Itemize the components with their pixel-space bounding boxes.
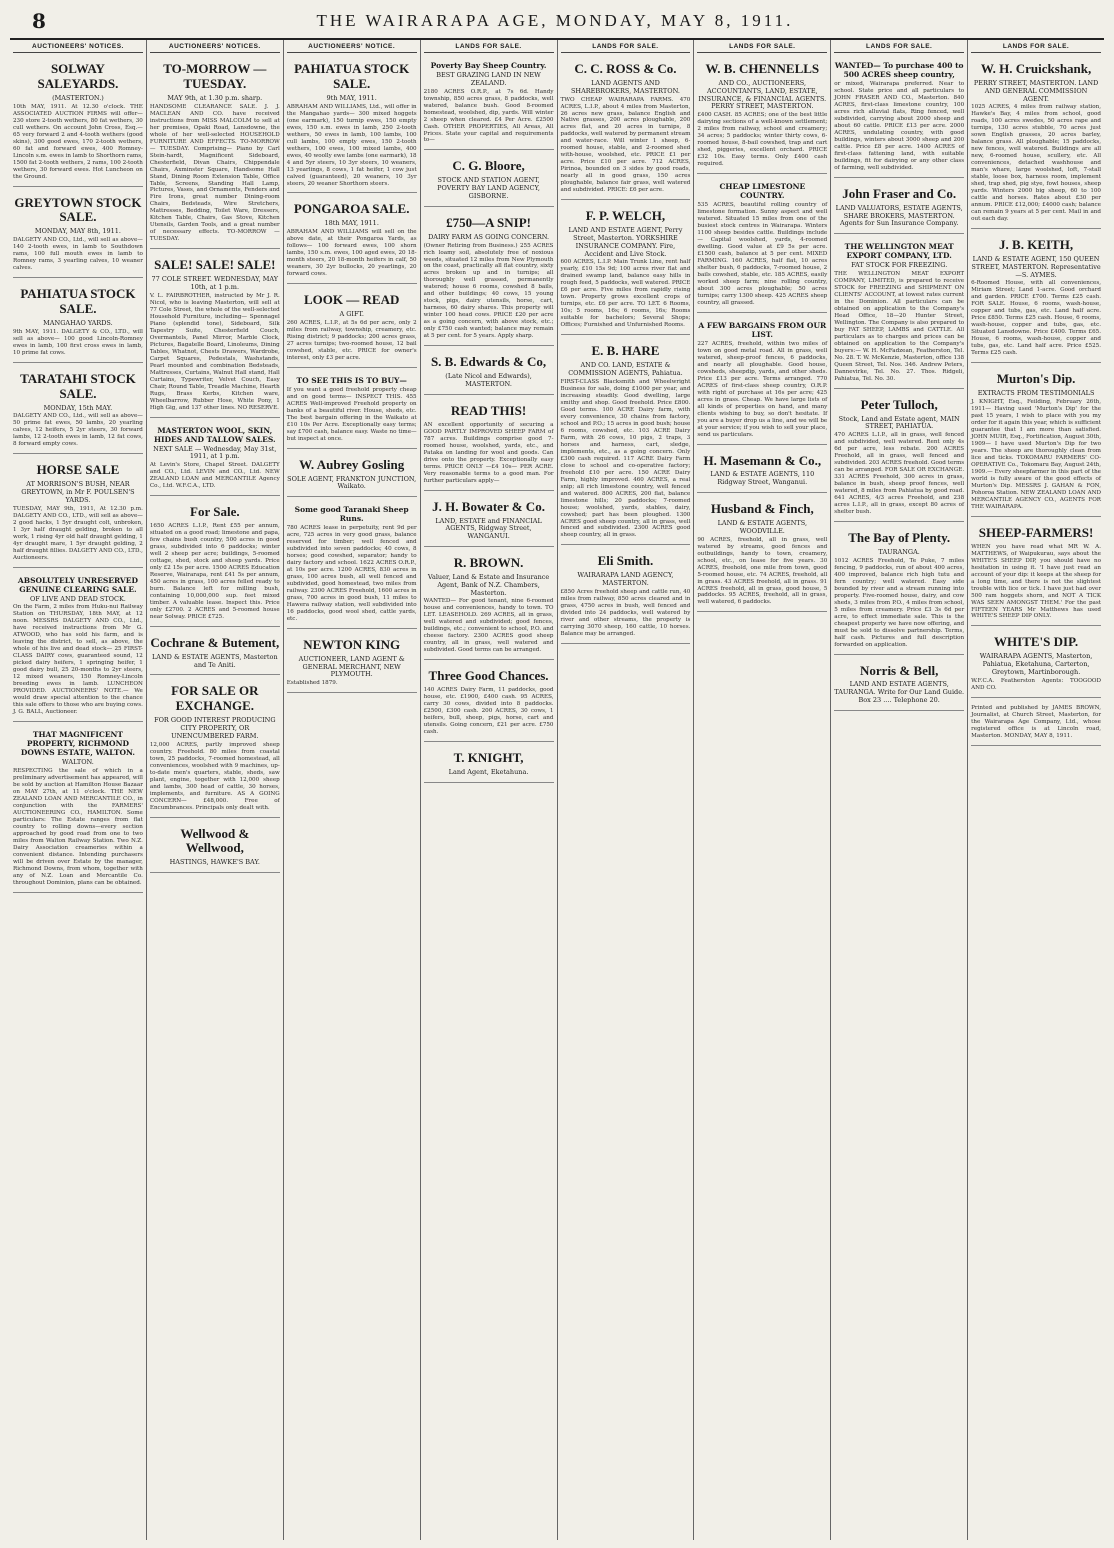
column-header: LANDS FOR SALE.: [697, 40, 827, 53]
advertisement-subheading: WAIRARAPA LAND AGENCY, MASTERTON.: [577, 571, 674, 588]
advertisement-subheading: LAND & ESTATE AGENTS, 110 Ridgway Street, Wanganui.: [710, 470, 815, 487]
advertisement-subheading: BEST GRAZING LAND IN NEW ZEALAND.: [436, 71, 541, 87]
advertisement-body: WHEN you have read what MR W. A. MATTHEWS, of Waipukurau, says about the WHITE'S SHEEP DIP, you should have no hesitation in using it. 'I have just read an account of your dip: it keeps at the sheep for a long time, and there is not the slightest trouble with lice or tick. I have just had over 500 ram hoggets shorn, and NOT A TICK WAS SEEN AMONGST THEM.' For the past FIFTEEN YEARS Mr Matthews has used WHITE'S SHEEP DIP ONLY.: [971, 543, 1101, 620]
advertisement-body: On the Farm, 2 miles from Huku-nui Railway Station on THURSDAY, 18th MAY, at 12 noon. MESSRS DALGETY AND CO., Ltd., have received instructions from Mr G. ATWOOD, who has sold his farm, and is leaving the district, to sell, as above, the whole of his live and dead stock— 25 FIRST-CLASS DAIRY cows, guaranteed sound, 12 picked dairy heifers, 1 springing heifer, 1 good dairy bull, 25 20-months to 2yr steers, 12 mixed weaners, 150 Romney-Lincoln breeding ewes in lamb. LUNCHEON PROVIDED. AUCTIONEERS' NOTE.— We would draw special attention to the chance this sale offers to those who are buying cows. J. G. BALL, Auctioneer.: [13, 604, 143, 716]
advertisement-block: [834, 56, 964, 178]
masthead: [10, 4, 1104, 40]
advertisement-heading: Eli Smith.: [597, 553, 654, 569]
advertisement-block: [834, 181, 964, 234]
advertisement-block: [150, 678, 280, 817]
advertisement-body: 2180 ACRES O.R.P., at 7s 6d. Handy township, 850 acres grass, 8 paddocks, well watered, balance bush. Good 8-roomed homestead, woolshed, dip, yards. Will winter 2 sheep when cleared. £4 Per Acre. £2500 Cash. OTHER PROPERTIES, All Areas, All Prices. State your capital and requirements to—: [423, 88, 554, 144]
advertisement-body: 600 ACRES, L.I.P. Main Trunk Line, rent half yearly, £10 15s 9d; 100 acres river flat and drained swamp land, balance easy hills in rough feed, 5 paddocks, well watered. PRICE £6 per acre. Five miles from rapidly rising town. Property grows excellent crops of turnips, etc. £6 per acre. TO LET. 6 Rooms, 10s; 5 rooms, 16s; 6 rooms, 16s; Rooms suitable for bachelors; Several Shops; Offices; Furnished and Unfurnished Rooms.: [560, 259, 691, 329]
advertisement-heading: S. B. Edwards & Co,: [430, 354, 547, 370]
advertisement-body: 140 ACRES Dairy Farm, 11 paddocks, good house, etc. £1900, £400 cash. 95 ACRES, carry 30 cows, divided into 8 paddocks. £2500, £300 cash. 200 ACRES, 30 cows, 1 heifers, bull, sheep, pigs, horse, cart and utensils. Going concern, £21 per acre. £750 cash.: [423, 687, 554, 736]
advertisement-body: 470 ACRES L.I.P., all in grass, well fenced and subdivided, well watered. Rent only 4s 6d per acre, less rebate. 200 ACRES Freehold, all in grass, well fenced and subdivided. 203 ACRES freehold. Good terms can be arranged. FOR SALE OR EXCHANGE. 331 ACRES Freehold, 300 acres in grass, balance in bush, sheep proof fences, well watered, 8 miles from Pahiatua by good road. 641 ACRES, 4/3 acres Freehold, and 238 acres L.I.P., all in grass, except 80 acres of shelter bush.: [834, 432, 965, 516]
advertisement-subheading: FOR GOOD INTEREST PRODUCING CITY PROPERTY, OR UNENCUMBERED FARM.: [154, 716, 276, 740]
advertisement-heading: Cochrane & Butement,: [150, 634, 280, 650]
advertisement-subheading: 18th MAY, 1911.: [324, 219, 379, 228]
advertisement-body: WANTED— For good tenant, nine 6-roomed house and conveniences, handy to town. TO LET. LEASEHOLD. 269 ACRES, all in grass, well watered and subdivided; good fences, buildings, etc.; convenient to school, P.O. and cheese factory. 2300 ACRES good sheep country, all in grass, well watered and subdivided. Good terms can be arranged.: [423, 598, 554, 654]
advertisement-heading: C. C. ROSS & Co.: [574, 61, 677, 76]
advertisement-block: [13, 725, 143, 893]
advertisement-subheading: LAND AND ESTATE AGENT, Perry Street, Masterton. YORKSHIRE INSURANCE COMPANY. Fire, Accident and Live Stock.: [568, 226, 683, 258]
advertisement-heading: NEWTON KING: [303, 636, 401, 652]
advertisement-block: [971, 56, 1101, 229]
advertisement-block: [561, 56, 691, 200]
advertisement-body: V. L. FAIRBROTHER, instructed by Mr J. R. Nicol, who is leaving Masterton, will sell at 77 Cole Street, the whole of the well-selected Household Furniture, including— Spennagel Piano (splendid tone), Sideboard, Silk Tapestry Suite, Chesterfield Couch, Overmantels, Panel Mirror, Marble Clock, Pictures, Bagatelle Board, Linoleums, Dining Tables, Whatnot, Chests Drawers, Wardrobe, Carpet Squares, Pedestals, Washstands, Pearl mounted and combination Bedsteads, Mattresses, Curtains, Walnut Hall stand, Hall Curtains, Typewriter, Velvet Couch, Easy Chair, Round Table, Treadle Machine, Hearth Rugs, Brass Kerbs, Kitchen ware, Wheelbarrow, Rubber Hose, White Pony, 1 High Gig, and 137 other lines. NO RESERVE.: [149, 292, 280, 411]
advertisement-subheading: AT MORRISON'S BUSH, NEAR GREYTOWN, in Mr F. POULSEN'S YARDS.: [21, 480, 135, 504]
advertisement-heading: FOR SALE OR EXCHANGE.: [171, 683, 259, 714]
advertisement-block: [971, 701, 1101, 746]
advertisement-block: [13, 571, 143, 723]
newspaper-title: THE WAIRARAPA AGE, MONDAY, MAY 8, 1911.: [316, 11, 794, 30]
advertisement-subheading: MONDAY, 15th MAY.: [43, 403, 113, 412]
advertisement-block: [287, 452, 417, 498]
advertisement-heading: THAT MAGNIFICENT PROPERTY, RICHMOND DOWNS ESTATE, WALTON.: [20, 730, 135, 758]
advertisement-subheading: NEXT SALE — Wednesday, May 31st, 1911, at 1 p.m.: [153, 444, 277, 461]
advertisement-heading: For Sale.: [190, 504, 240, 520]
advertisement-subheading: (MASTERTON.): [52, 93, 104, 102]
advertisement-block: [287, 56, 417, 193]
advertisement-block: [287, 287, 417, 368]
advertisement-body: (Owner Retiring from Business.) 255 ACRES rich loamy soil, absolutely free of noxious weeds, situated 12 miles from New Plymouth on the coast, practically all flat country, sixty acres broken up and in turnips; all thoroughly well grassed, permanently watered; house 6 rooms, cowshed 8 bails, and other buildings; 40 cows, 15 young stock, pigs, dairy utensils, horse, cart, harness, 60 dairy shares. This property will winter 100 head cows. PRICE £20 per acre as a going concern, with above stock, etc.; only £750 cash wanted; balance may remain at 5 per cent. for 5 years. Apply sharp.: [423, 242, 554, 340]
advertisement-heading: PAHIATUA STOCK SALE.: [20, 286, 136, 317]
advertisement-block: [287, 196, 417, 284]
advertisement-heading: CHEAP LIMESTONE COUNTRY.: [719, 182, 806, 200]
advertisement-heading: J. B. KEITH,: [999, 237, 1074, 253]
advertisement-subheading: WAIRARAPA AGENTS, Masterton, Pahiatua, Eketahuna, Carterton, Greytown, Martinborough.: [979, 652, 1093, 676]
advertisement-block: [287, 632, 417, 693]
advertisement-heading: Peter Tulloch,: [860, 396, 938, 412]
advertisement-body: TUESDAY, MAY 9th, 1911, At 12.30 p.m. DALGETY AND CO., LTD., will sell as above— 2 good hacks, 1 5yr draught colt, unbroken, 1 3yr half draught gelding, broken to all work, 1 rising 4yr old half draught gelding, 1 4yr draught mare, 1 5yr draught gelding, 2 half draught fillies. DALGETY AND CO., LTD., Auctioneers.: [13, 505, 143, 561]
advertisement-heading: R. BROWN.: [453, 554, 524, 570]
advertisement-heading: SOLWAY SALEYARDS.: [37, 61, 119, 91]
advertisement-block: [561, 203, 691, 335]
advertisement-body: FIRST-CLASS Blacksmith and Wheelwright Business for sale, doing £1000 per year, and increasing steadily. Good dwelling, large smithy and shop. Good freehold. Price £800. Good terms. 100 ACRE Dairy farm, with every convenience, 30 chains from factory, school and P.O.; 15 acres in good bush; house 6 rooms, cowshed, etc. 103 ACRE Dairy Farm, with 26 cows, 10 pigs, 2 traps, 3 horses and harness, cart, sledge, implements, etc., as a going concern. Only £300 cash required. 117 ACRE Dairy Farm close to school and co-operative factory; freehold £10 per acre. 150 ACRE Dairy Farm, highly improved. 460 ACRES, a real snip; all rich limestone country, well fenced and watered. 800 ACRES, 200 flat, balance limestone hills; 20 paddocks; 7-roomed house; woolshed, yards, stables, dairy, cowshed; part has been ploughed. 1300 ACRES good sheep country, all in grass, well fenced and subdivided. 2300 ACRES good sheep country, all in grass.: [560, 378, 691, 539]
advertisement-subheading: AUCTIONEER, LAND AGENT & GENERAL MERCHANT, NEW PLYMOUTH.: [298, 654, 405, 679]
advertisement-body: ABRAHAM AND WILLIAMS will sell on the above date, at their Pongaroa Yards, as follows— 100 forward ewes, 100 shorn lambs, 150 s.m. ewes, 100 aged ewes, 20 18-month steers, 20 18-month heifers in calf, 50 weaners, 30 2yr bullocks, 20 yearlings, 20 forward cows.: [286, 229, 417, 278]
advertisement-heading: HORSE SALE: [36, 462, 120, 478]
column-header: LANDS FOR SALE.: [834, 40, 964, 53]
advertisement-heading: TO-MORROW — TUESDAY.: [163, 61, 267, 91]
advertisement-subheading: LAND & ESTATE AGENTS, Masterton and Te Aniti.: [151, 652, 278, 669]
advertisement-heading: F. P. WELCH,: [585, 208, 666, 224]
advertisement-block: [424, 550, 554, 660]
advertisement-subheading: OF LIVE AND DEAD STOCK.: [29, 594, 126, 603]
advertisement-subheading: DAIRY FARM AS GOING CONCERN.: [428, 232, 550, 241]
newspaper-column: [284, 40, 421, 1540]
advertisement-body: AN excellent opportunity of securing a GOOD PARTLY IMPROVED SHEEP FARM of 787 acres. Buildings comprise good 7-roomed house, woolshed, yards, etc., and Pataka on landing for wool and goods. Can drive onto the property. Exceptionally easy terms. PRICE ONLY —£4 10s— PER ACRE. Very reasonable terms to a good man. For further particulars apply—: [423, 421, 554, 484]
advertisement-subheading: FAT STOCK FOR FREEZING.: [851, 261, 948, 270]
advertisement-block: [424, 745, 554, 783]
newspaper-column: [421, 40, 558, 1540]
advertisement-body: £850 Acres freehold sheep and cattle run, 40 miles from railway, 850 acres cleared and in grass, 4750 acres in bush, well fenced and divided into 24 paddocks, well watered by river and other streams, the property is carrying 3070 sheep, 160 cattle, 10 horses. Balance may be arranged.: [560, 588, 691, 637]
advertisement-heading: GREYTOWN STOCK SALE.: [14, 194, 142, 225]
advertisement-subheading: LAND AND ESTATE AGENTS, TAURANGA. Write for Our Land Guide. Box 23 .... Telephone 20.: [834, 680, 965, 705]
advertisement-body: 6-Roomed House, with all conveniences, Miriam Street; Land 1-acre. Good orchard and garden. PRICE £700. Terms £25 cash. FOR SALE. House, 6 rooms, wash-house, copper and tubs, gas, etc. Land half acre. Price £850. Terms £25 cash. House, 6 rooms, wash-house, copper and tubs, gas, etc. Situated Lansdowne. Price £400. Terms £65. House, 6 rooms, wash-house, copper and tubs, gas, etc. Land half acre. Price £525. Terms £25 cash.: [971, 280, 1101, 357]
newspaper-column: [147, 40, 284, 1540]
advertisement-subheading: A GIFT.: [339, 310, 364, 319]
advertisement-body: 260 ACRES, L.I.P., at 5s 6d per acre, only 2 miles from railway, township, creamery, etc. Rising district; 9 paddocks; 200 acres grass, 27 acres turnips; two-roomed house, 12 bail cowshed, stable, etc. PRICE for owner's interest, only £3 per acre.: [286, 319, 417, 361]
advertisement-body: DALGETY AND CO., Ltd., will sell as above— 140 2-tooth ewes, in lamb to Southdown rams, 100 full mouth ewes in lamb to Romney rams, 3 yearling calves, 10 weaner calves.: [13, 237, 143, 272]
advertisement-block: [13, 366, 143, 455]
advertisement-block: [424, 349, 554, 395]
advertisement-body: 90 ACRES, freehold, all in grass, well watered by streams, good fences and outbuildings, handy to town, creamery, school, etc., on lease for five years. 30 ACRES, freehold, one mile from town, good 5-roomed house, etc. 74 ACRES, freehold, all in grass. 43 ACRES freehold, all in grass. 91 ACRES freehold, all in grass, good house, 5 paddocks. 95 ACRES, freehold, all in grass, well watered, 6 paddocks.: [697, 536, 828, 606]
advertisement-heading: ABSOLUTELY UNRESERVED GENUINE CLEARING SALE.: [17, 575, 138, 594]
advertisement-subheading: Stock, Land and Estate agent, MAIN STREET, PAHIATUA.: [838, 414, 960, 431]
advertisement-heading: LOOK — READ: [304, 292, 400, 308]
advertisement-body: £400 CASH. 85 ACRES; one of the best little dairying sections of a well-known settlement; 2 miles from railway, school and creamery; 34 acres; 5 paddocks; winter thirty cows, 6-roomed house, 8-bail cowshed, trap and cart shed, piggeries, excellent orchard. PRICE £32 10s. Easy terms. Only £400 cash required.: [697, 112, 828, 168]
advertisement-body: RESPECTING the sale of which in a preliminary advertisement has appeared, will be sold by auction at Hamilton House Bazaar on MAY 27th, at 11 o'clock. THE NEW ZEALAND LOAN AND MERCANTILE CO., in conjunction with the FARMERS' AUCTIONEERING CO., HAMILTON. Some particulars: The Estate ranges from flat country to rolling downs—every section approached by good road from one to two miles from Walton Railway Station. Two N.Z. Dairy Association creameries within a convenient distance. Intending purchasers will be driven over Estate by the manager, Richmond Downs, from whom, together with any of N.Z. Loan and Mercantile Co. throughout Dominion, plans can be obtained.: [13, 767, 143, 886]
advertisement-subheading: LAND & ESTATE AGENTS, WOODVILLE.: [717, 519, 808, 535]
advertisement-heading: SALE! SALE! SALE!: [154, 257, 276, 273]
advertisement-subheading: LAND & ESTATE AGENT, 150 QUEEN STREET, MASTERTON. Representative—S. AYMES.: [971, 255, 1101, 279]
advertisement-block: [13, 190, 143, 279]
advertisement-block: [424, 153, 554, 206]
advertisement-heading: W. B. CHENNELLS: [705, 61, 820, 76]
advertisement-block: [13, 56, 143, 187]
advertisement-body: 1650 ACRES L.I.P., Rent £55 per annum, situated on a good road; limestone and papa, few chains bush country, 500 acres in good grass, subdivided into 6 paddocks; winter well 2 sheep per acre; buildings, 5-roomed cottage, shed, stock and sheep yards. Price only £2 15s per acre. 1500 ACRES Education Reserve, Wairarapa, rent £41 5s per annum, 450 acres in grass, 100 acres felled ready to burn. Balance left for milling bush, containing 10,000,000 sup. feet mixed timber. A valuable lease. Inspect this. Price only £2700. 2 ACRES and 5-roomed house near Solway. PRICE £725.: [149, 523, 280, 620]
advertisement-body: If you want a good freehold property cheap and on good terms— INSPECT THIS. 455 ACRES Well-improved Freehold property on banks of a beautiful river. House, sheds, etc. The best bargain offering in the Waikato at £10 10s Per Acre. Exceptionally easy terms; say £700 cash, balance easy. Waste no time—but inspect at once.: [286, 386, 417, 442]
advertisement-heading: H. Masemann & Co.,: [703, 452, 822, 468]
advertisement-subheading: TAURANGA.: [878, 547, 920, 556]
advertisement-heading: WHITE'S DIP.: [994, 634, 1079, 650]
advertisement-subheading: HASTINGS, HAWKE'S BAY.: [169, 858, 260, 867]
advertisement-body: DALGETY AND CO., Ltd., will sell as above— 50 prime fat ewes, 50 lambs, 20 yearling calves, 12 heifers, 5 2yr steers, 30 forward lambs, 12 2-tooth ewes in lamb, 12 fat cows, 8 forward empty cows.: [13, 413, 143, 448]
advertisement-heading: Norris & Bell,: [860, 662, 939, 678]
page-number: 8: [32, 9, 46, 33]
advertisement-heading: £750—A SNIP!: [446, 214, 531, 230]
advertisement-block: [971, 520, 1101, 627]
advertisement-block: [424, 56, 554, 150]
newspaper-column: [968, 40, 1104, 1540]
advertisement-heading: Some good Taranaki Sheep Runs.: [294, 505, 409, 524]
advertisement-body: 1025 ACRES, 4 miles from railway station, Hawke's Bay, 4 miles from school, good roads, 100 acres swedes, 50 acres rape and turnips, 130 acres stubble, 70 acres just sown English grasses, 20 acres barley, balance grass. All ploughable; 15 paddocks, new fences, well watered. Buildings are all new, 6-roomed house, scullery, etc. All conveniences, detached washhouse and man's whare, large woolshed, loft, 7-stall stable, loose box, harness room, implement shed, trap shed, pig stye, fowl houses, sheep yards. Winters 2000 big sheep, 60 to 100 cattle and horses. Rates about £30 per annum. PRICE £12,000; £4000 cash; balance can remain 9 years at 5 per cent. Mail in and out each day.: [971, 104, 1101, 223]
advertisement-block: [834, 237, 964, 389]
advertisement-block: [287, 500, 417, 629]
column-header: LANDS FOR SALE.: [971, 40, 1101, 53]
advertisement-subheading: Valuer, Land & Estate and Insurance Agent, Bank of N.Z. Chambers, Masterton.: [427, 572, 550, 597]
advertisement-body: 535 ACRES, beautiful rolling country of limestone formation. Sunny aspect and well watered. Situated 15 miles from one of the busiest stock centres in Wairarapa. Winters 1100 sheep besides cattle. Buildings include — Capital woolshed, yards, 4-roomed dwelling. Good value at £9 5s per acre. £1500 cash, balance at 5 per cent. MIXED FARMING. 160 ACRES, half flat, 10 acres shelter bush, 6 paddocks, 7-roomed house, 2 bails cowshed, stable, etc. 185 ACRES, easily worked sheep farm; nine rolling country, about 300 acres ploughable; 50 acres turnips; carry 1300 sheep. 425 ACRES sheep country, all grassed.: [697, 202, 828, 306]
advertisement-block: [971, 232, 1101, 363]
advertisement-block: [971, 629, 1101, 697]
advertisement-subheading: SOLE AGENT, FRANKTON JUNCTION, Waikato.: [287, 474, 417, 491]
advertisement-heading: John Fraser and Co.: [842, 185, 957, 201]
advertisement-block: [697, 448, 827, 494]
advertisement-subheading: LAND VALUATORS, ESTATE AGENTS, SHARE BROKERS, MASTERTON. Agents for Sun Insurance Company.: [835, 203, 963, 228]
advertisement-heading: THE WELLINGTON MEAT EXPORT COMPANY, LTD.: [844, 242, 954, 261]
advertisement-heading: Murton's Dip.: [996, 371, 1076, 387]
advertisement-block: [424, 210, 554, 347]
advertisement-body: TWO CHEAP WAIRARAPA FARMS. 470 ACRES, L.I.P., about 4 miles from Masterton, 26 acres new grass, balance English and Native grasses, 200 acres ploughable, 200 acres flat, and 20 acres in turnips, 8 paddocks, well watered by permanent stream and water-race. Will winter 1 sheep, 6-roomed house, stable, and 2-roomed shed with-house, woolshed, etc. PRICE £1 per acre. Price £10 per acre. 712 ACRES, Pirinoa, bounded on 3 sides by good roads, nearly all in good grass, 150 acres ploughable, balance fair grass, well watered and subdivided. PRICE: £6 per acre.: [560, 96, 691, 194]
advertisement-body: THE WELLINGTON MEAT EXPORT COMPANY, LIMITED, is prepared to receive STOCK for FREEZING and SHIPMENT ON CLIENTS' ACCOUNT, at lowest rates current in the Dominion. All particulars can be obtained on application to the Company's Head Office, 18—20 Hunter Street, Wellington. The Company is also prepared to buy FAT SHEEP, LAMBS and CATTLE. All particulars as to charges and prices can be obtained on application to the Company's buyers:— W. H. McFadzean, Featherston, Tel. No. 28. T. W. McKenzie, Masterton, office 138 Queen Street, Tel. Nos. 346. Andrew Peters, Dannevirke, Tel. No. 27. Thos. Ridgeli, Pahiatua, Tel. No. 30.: [834, 270, 965, 382]
advertisement-heading: C. G. Bloore,: [452, 158, 525, 174]
advertisement-subheading: (Late Nicol and Edwards), MASTERTON.: [445, 372, 532, 389]
newspaper-column: [558, 40, 695, 1540]
advertisement-heading: Three Good Chances.: [428, 668, 549, 684]
advertisement-heading: PONGAROA SALE.: [293, 201, 410, 217]
advertisement-heading: READ THIS!: [450, 402, 527, 418]
advertisement-body: ABRAHAM AND WILLIAMS, Ltd., will offer in the Mangahao yards— 300 mixed hoggets (one earmark), 150 turnip ewes, 150 empty ewes, 150 s.m. ewes in lamb, 250 2-tooth wethers, 50 ewes in lamb, 100 lambs, 100 cull lambs, 100 empty ewes, 150 2-tooth wethers, 100 ewes, 100 mixed lambs, 400 ewes, 40 woolly ewe lambs (one earmark), 18 4 and 5yr steers, 10 3yr steers, 10 weaners, 13 yearlings, 8 cows, 1 fat heifer, 1 cow just calved (guaranteed), 20 weaners, 10 3yr steers, 20 weaner Shorthorn steers.: [286, 103, 417, 187]
advertisement-body: 12,000 ACRES, partly improved sheep country. Freehold. 80 miles from coastal town, 25 paddocks, 7-roomed homestead, all conveniences, woolshed with 9 machines, up-to-date men's quarters, stable, sheds, saw plant, engine, together with 12,000 sheep and lambs, 300 head of cattle, 30 horses, implements, and furniture. AS A GOING CONCERN— £48,000. Free of Encumbrances. Principals only dealt with.: [149, 741, 280, 811]
advertisement-subheading: LAND AGENTS AND SHAREBROKERS, MASTERTON.: [570, 78, 680, 95]
advertisement-block: [561, 548, 691, 643]
columns-container: [10, 40, 1104, 1540]
advertisement-heading: The Bay of Plenty.: [848, 530, 951, 546]
column-header: AUCTIONEERS' NOTICE.: [287, 40, 417, 53]
advertisement-block: [834, 525, 964, 655]
advertisement-heading: E. B. HARE: [591, 343, 660, 359]
newspaper-column: [694, 40, 831, 1540]
advertisement-block: [697, 56, 827, 174]
advertisement-block: [150, 56, 280, 249]
advertisement-heading: SHEEP-FARMERS!: [978, 524, 1094, 540]
advertisement-subheading: MONDAY, MAY 8th, 1911.: [34, 227, 121, 236]
advertisement-block: [834, 392, 964, 522]
advertisement-heading: W. Aubrey Gosling: [299, 456, 405, 472]
advertisement-heading: Poverty Bay Sheep Country.: [430, 61, 547, 70]
advertisement-heading: MASTERTON WOOL, SKIN, HIDES AND TALLOW SALES.: [153, 425, 276, 444]
advertisement-block: [971, 366, 1101, 516]
advertisement-block: [150, 821, 280, 874]
advertisement-block: [561, 338, 691, 545]
advertisement-subheading: AND CO. LAND, ESTATE & COMMISSION AGENTS, Pahiatua.: [568, 361, 683, 378]
column-header: AUCTIONEERS' NOTICES.: [13, 40, 143, 53]
column-header: LANDS FOR SALE.: [424, 40, 554, 53]
advertisement-block: [697, 316, 827, 445]
advertisement-block: [150, 252, 280, 417]
advertisement-heading: A FEW BARGAINS FROM OUR LIST.: [698, 320, 827, 339]
advertisement-subheading: 9th MAY, 1911.: [326, 93, 377, 102]
advertisement-block: [287, 371, 417, 449]
advertisement-subheading: PERRY STREET, MASTERTON. LAND AND GENERAL COMMISSION AGENT.: [973, 78, 1099, 103]
advertisement-heading: TARATAHI STOCK SALE.: [20, 370, 136, 401]
newspaper-column: [10, 40, 147, 1540]
advertisement-block: [834, 658, 964, 711]
advertisement-subheading: Land Agent, Eketahuna.: [448, 767, 529, 776]
column-header: LANDS FOR SALE.: [561, 40, 691, 53]
advertisement-body: HANDSOME CLEARANCE SALE. J. J. MACLEAN AND CO. have received instructions from MISS MALCOLM to sell at her premises, Opaki Road, Lansdowne, the whole of her well-selected HOUSEHOLD FURNITURE AND EFFECTS. TO-MORROW — TUESDAY. Comprising— Piano by Carl Stein-hardt, Magnificent Sideboard, Chesterfield, Divan Chairs, Chippendale Chairs, Axminster Square, Handsome Hall Stand, Dining Room Extension Table, Office Table, Screens, Standing Hall Lamp, Pictures, Vases, and Ornaments, Fenders and Fire Irons, great number Dining-room Chairs, Bedsteads, Wire Stretchers, Mattresses, Bedding, Toilet Ware, Dressers, Kitchen Table, Chairs, Gas Stove, Kitchen Utensils, Garden Tools, and a great number of necessary effects. TO-MORROW — TUESDAY.: [149, 103, 280, 243]
advertisement-subheading: STOCK AND STATION AGENT, POVERTY BAY LAND AGENCY, GISBORNE.: [437, 176, 540, 200]
advertisement-subheading: LAND, ESTATE and FINANCIAL AGENTS, Ridgway Street, WANGANUI.: [435, 516, 542, 541]
advertisement-block: [424, 494, 554, 547]
advertisement-subheading: MAY 9th, at 1.30 p.m. sharp.: [167, 93, 263, 102]
advertisement-heading: T. KNIGHT,: [453, 750, 524, 765]
advertisement-heading: WANTED— To purchase 400 to 500 ACRES sheep country,: [834, 61, 964, 79]
advertisement-block: [150, 499, 280, 627]
advertisement-body: 1012 ACRES Freehold, Te Puke, 7 miles fencing, 9 paddocks, run of about 400 acres, 400 improved, balance rich high tutu and fern country; well watered. Easy side bounded by river and a stream running into property. Five-roomed house, dairy, and cow sheds, 3 miles from P.O., 4 miles from school, 5 miles from creamery. Price £3 3s 6d per acre, to effect immediate sale. This is the cheapest property we have now offering, and must be sold to dissolve partnership. Terms, half cash. Pictures and full description forwarded on application.: [834, 557, 965, 648]
advertisement-block: [697, 177, 827, 313]
advertisement-subheading: MANGAHAO YARDS.: [43, 318, 113, 327]
advertisement-block: [424, 398, 554, 491]
advertisement-body: or mixed, Wairarapa preferred. Near to school. State price and all particulars to JOHN FRASER AND CO., Masterton. 840 ACRES, first-class limestone country, 100 acres rich alluvial flats, Ring fenced, well subdivided, carrying about 2000 sheep and about 60 cattle. PRICE £13 per acre. 2000 ACRES, undulating country, with good buildings, winters about 3000 sheep and 200 cattle. Price £8 per acre. 1400 ACRES of first-class fattening land, with suitable buildings, fit for dairying or any other class of farming, well subdivided.: [834, 81, 965, 171]
advertisement-body: Printed and published by JAMES BROWN, Journalist, at Church Street, Masterton, for the Wairarapa Age Company, Ltd., whose registered office is at Lincoln road, Masterton. MONDAY, MAY 8, 1911.: [971, 704, 1101, 739]
column-header: AUCTIONEERS' NOTICES.: [150, 40, 280, 53]
advertisement-heading: Wellwood & Wellwood,: [180, 825, 250, 856]
advertisement-body: At Levin's Store, Chapel Street. DALGETY and CO., Ltd. LEVIN and CO., Ltd. NEW ZEALAND LOAN and MERCANTILE Agency Co., Ltd. W.F.C.A., LTD.: [149, 462, 280, 490]
advertisement-heading: W. H. Cruickshank,: [980, 61, 1092, 76]
advertisement-heading: Husband & Finch,: [710, 501, 814, 517]
advertisement-subheading: 77 COLE STREET. WEDNESDAY, MAY 10th, at 1 p.m.: [151, 275, 279, 292]
advertisement-block: [13, 281, 143, 363]
advertisement-heading: J. H. Bowater & Co.: [432, 498, 545, 514]
advertisement-block: [150, 421, 280, 497]
advertisement-subheading: WALTON.: [62, 758, 94, 767]
advertisement-subheading: AND CO., AUCTIONEERS, ACCOUNTANTS, LAND, ESTATE, INSURANCE, & FINANCIAL AGENTS. PERRY STREET, MASTERTON.: [698, 78, 827, 111]
advertisement-body: Established 1879.: [286, 680, 338, 687]
advertisement-body: 10th MAY, 1911. At 12.30 o'clock. THE ASSOCIATED AUCTION FIRMS will offer— 230 store 2-tooth wethers, 80 fat wethers, 30 cull wethers. On account John Cross, Esq.— 65 very forward 2 and 4-tooth wethers (good skins), 300 good ewes, 170 2-tooth wethers, 60 fat and forward ewes, 400 Romney-Lincoln s.m. ewes in lamb to Shorthorn rams, 1500 fat 2-tooth wethers, 2 rams, 100 2-tooth wethers, 30 forward ewes. Hot Luncheon on the Ground.: [13, 103, 143, 180]
advertisement-body: J. KNIGHT, Esq., Feilding, February 26th, 1911— Having used 'Murton's Dip' for the past 15 years, I wish to place with you my order for it again this year, which is sufficient guarantee that I am more than satisfied. JOHN MUIR, Esq., Fortification, August 30th, 1909— I have used Murton's Dip for two years. The sheep are thoroughly clean from lice and ticks. TOKOMARU FARMERS' CO-OPERATIVE Co., Tokomaru Bay, August 24th, 1909.— Every sheepfarmer in this part of the world is fully aware of the good effects of Murton's Dip. MESSRS J. GAHAN & FON, Pohoroa Station. NEW ZEALAND LOAN AND MERCANTILE AGENCY CO., AGENTS FOR THE WAIRARAPA.: [971, 398, 1101, 510]
advertisement-body: W.F.C.A. Featherston Agents: TOOGOOD AND CO.: [971, 677, 1101, 691]
newspaper-column: [831, 40, 968, 1540]
advertisement-block: [13, 457, 143, 567]
advertisement-body: 9th MAY, 1911. DALGETY & CO., LTD., will sell as above— 100 good Lincoln-Romney ewes in lamb, 100 first cross ewes in lamb, 10 prime fat cows.: [13, 328, 143, 356]
advertisement-block: [424, 663, 554, 742]
advertisement-body: 780 ACRES lease in perpetuity, rent 9d per acre, 725 acres in very good grass, balance reserved for timber; well fenced and subdivided into seven paddocks; 40 cows, 8 horses; good cowshed, separator; handy to dairy factory and school. 1622 ACRES O.R.P., at 10s per acre. 1200 ACRES, 830 acres in grass, 100 acres bush, all well fenced and subdivided, good homestead, two miles from railway. 2300 ACRES Freehold, 1600 acres in grass, 700 acres in good bush, 11 miles to Hawera railway station, well subdivided into 16 paddocks, good wool shed, cattle yards, etc.: [286, 525, 417, 622]
advertisement-heading: TO SEE THIS IS TO BUY—: [296, 375, 407, 385]
advertisement-heading: PAHIATUA STOCK SALE.: [294, 61, 410, 91]
advertisement-body: 227 ACRES, freehold, within two miles of town on good metal road. All in grass, well watered, sheep-proof fences, 6 paddocks, and nearly all ploughable. Good house, cowsheds, sheepdip, yards, and other sheds. Price £13 per acre. Terms arranged. 770 ACRES of first-class sheep country, O.R.P. with right of purchase at 16s per acre; 425 acres in grass. Cheap. We have large lists of all kinds of properties on hand, and many clients wishing to buy, so don't hesitate. If you are a buyer drop us a line, and we will be at your service; if you wish to sell your place, send us particulars.: [697, 340, 828, 438]
advertisement-subheading: EXTRACTS FROM TESTIMONIALS: [977, 389, 1095, 398]
advertisement-block: [150, 630, 280, 676]
advertisement-block: [697, 496, 827, 612]
